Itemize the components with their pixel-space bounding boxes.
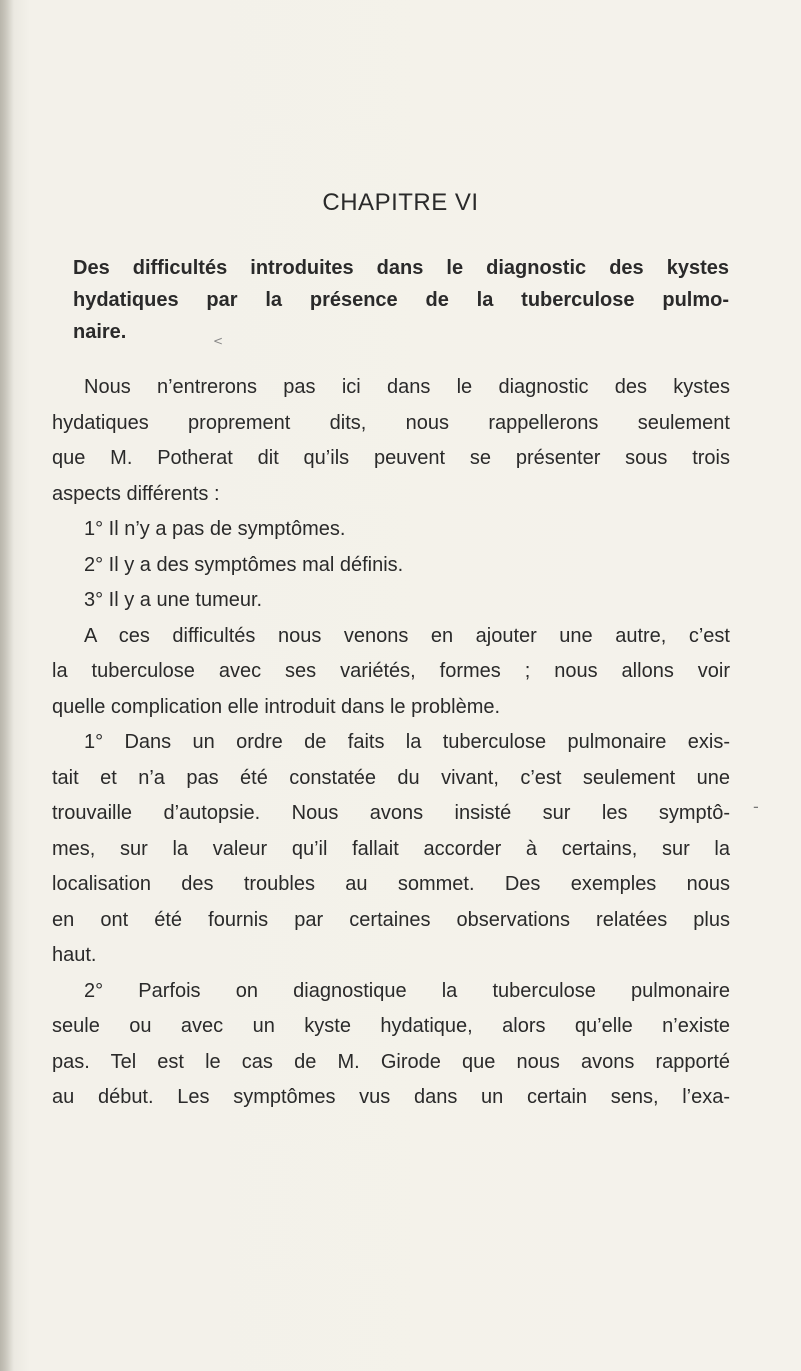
text-line: hydatiques proprement dits, nous rappellerons seulement	[52, 411, 730, 434]
text-line: mes, sur la valeur qu’il fallait accorder à certains, sur la	[52, 837, 730, 860]
subtitle-line: hydatiques par la présence de la tuberculose pulmo-	[73, 289, 729, 311]
text-line: en ont été fournis par certaines observations relatées plus	[52, 908, 730, 931]
chapter-title: CHAPITRE VI	[322, 189, 479, 216]
stray-mark: <	[213, 334, 224, 348]
text-line: 3° Il y a une tumeur.	[84, 589, 263, 611]
text-line: A ces difficultés nous venons en ajouter une autre, c’est	[84, 624, 730, 647]
text-line: trouvaille d’autopsie. Nous avons insisté sur les symptô-	[52, 802, 730, 824]
text-line: quelle complication elle introduit dans le problème.	[52, 695, 501, 718]
chapter-subtitle	[73, 252, 729, 348]
body-paragraphs	[52, 370, 730, 1116]
text-line: 2° Parfois on diagnostique la tuberculose pulmonaire	[84, 979, 730, 1002]
text-line: pas. Tel est le cas de M. Girode que nous avons rapporté	[52, 1050, 730, 1073]
text-line: seule ou avec un kyste hydatique, alors qu’elle n’existe	[52, 1015, 730, 1037]
text-line: aspects différents :	[52, 482, 220, 505]
text-line: localisation des troubles au sommet. Des exemples nous	[52, 873, 730, 895]
text-line: Nous n’entrerons pas ici dans le diagnostic des kystes	[84, 376, 730, 398]
text-line: 1° Il n’y a pas de symptômes.	[84, 518, 346, 540]
text-line: 2° Il y a des symptômes mal définis.	[84, 553, 404, 576]
subtitle-line: Des difficultés introduites dans le diagnostic des kystes	[73, 257, 729, 279]
text-line: la tuberculose avec ses variétés, formes ; nous allons voir	[52, 660, 730, 682]
subtitle-line: naire.	[73, 321, 127, 343]
text-line: que M. Potherat dit qu’ils peuvent se présenter sous trois	[52, 447, 730, 469]
margin-dash: -	[753, 797, 759, 816]
text-line: au début. Les symptômes vus dans un certain sens, l’exa-	[52, 1086, 730, 1108]
text-line: tait et n’a pas été constatée du vivant, c’est seulement une	[52, 766, 730, 789]
text-line: 1° Dans un ordre de faits la tuberculose pulmonaire exis-	[84, 731, 730, 753]
text-line: haut.	[52, 944, 97, 966]
